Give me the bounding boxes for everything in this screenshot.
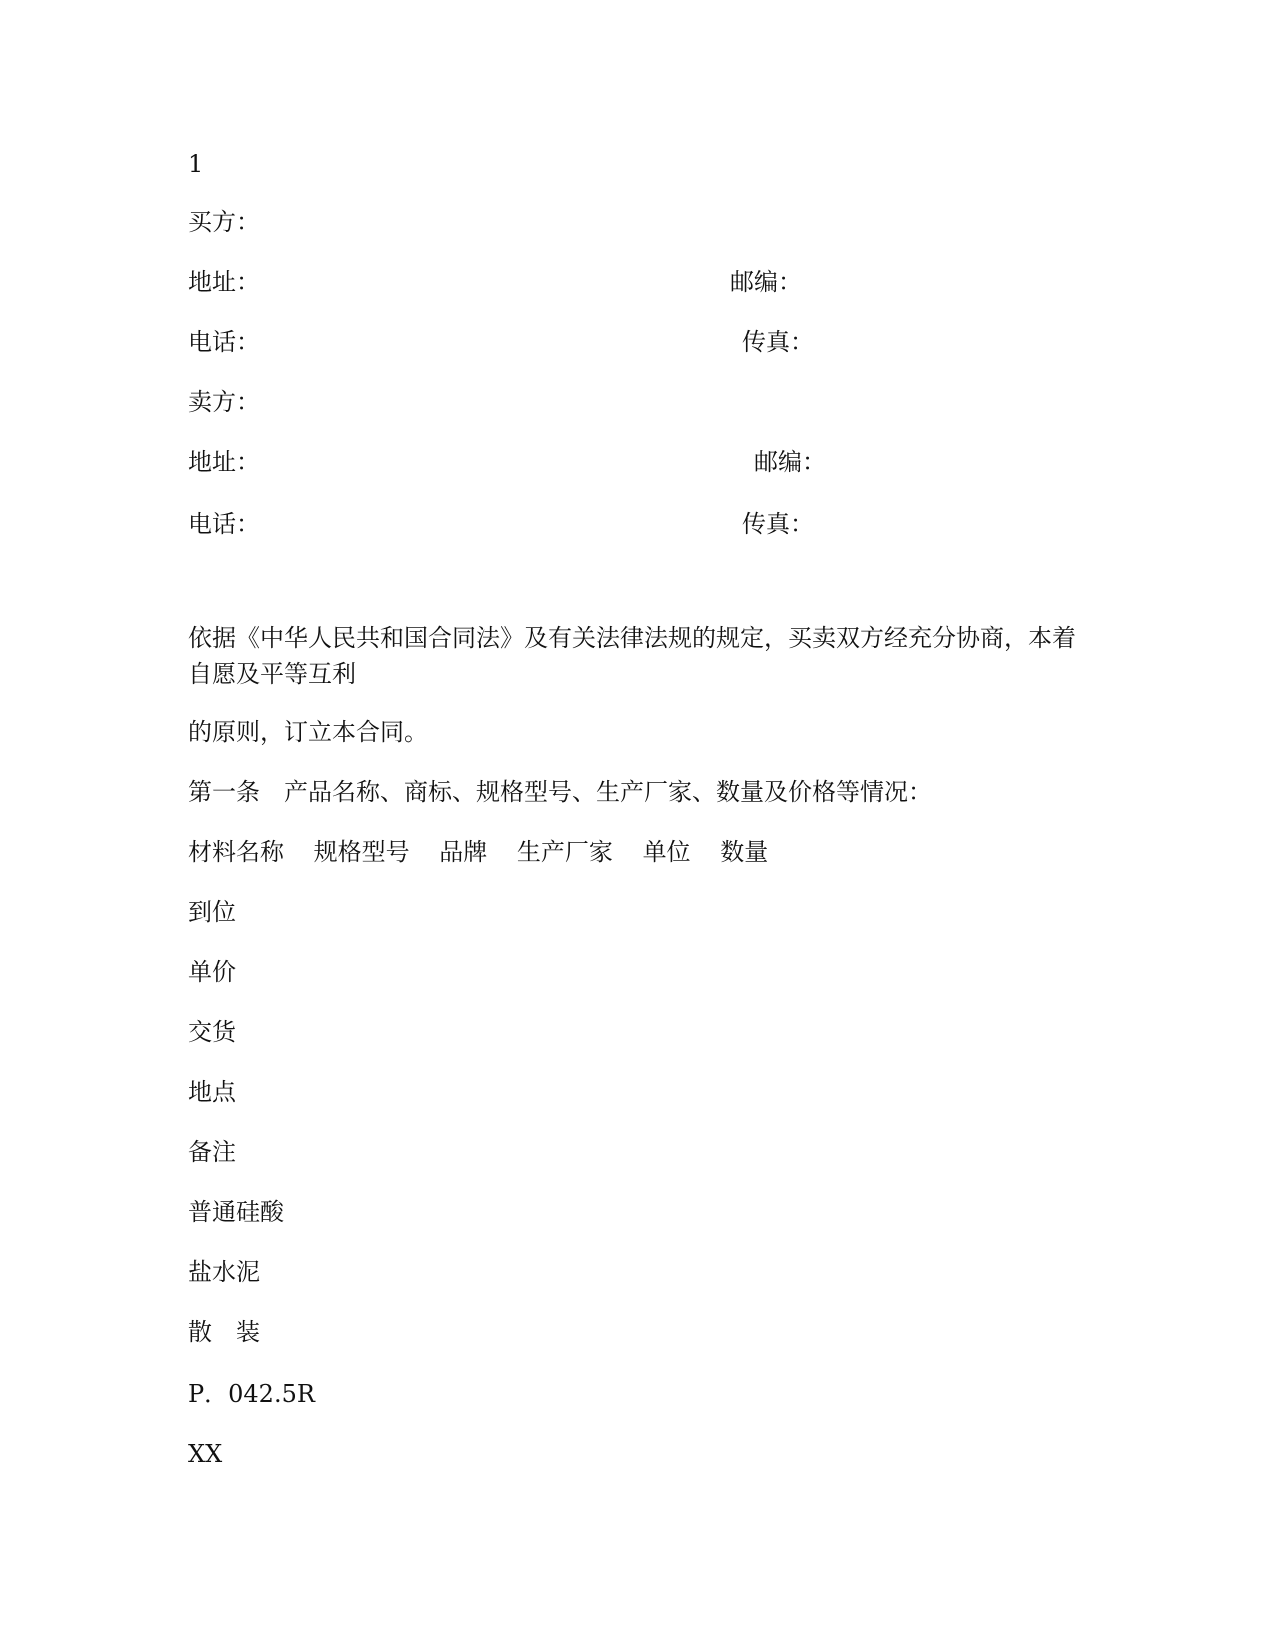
column-quantity: 数量 xyxy=(720,838,769,866)
article1-heading: 第一条 产品名称、商标、规格型号、生产厂家、数量及价格等情况： xyxy=(188,778,932,806)
seller-address-label: 地址： xyxy=(188,448,260,476)
column-brand: 品牌 xyxy=(439,838,488,866)
product-table-header xyxy=(188,838,790,866)
preamble-line1: 依据《中华人民共和国合同法》及有关法律法规的规定，买卖双方经充分协商，本着自愿及平等互利 xyxy=(188,624,1076,688)
seller-label: 卖方： xyxy=(188,388,260,416)
buyer-label: 买方： xyxy=(188,208,260,236)
column-location: 地点 xyxy=(188,1078,236,1106)
column-unit: 单位 xyxy=(642,838,691,866)
column-delivery: 交货 xyxy=(188,1018,236,1046)
column-unit-price: 单价 xyxy=(188,958,236,986)
page-number: 1 xyxy=(188,150,204,178)
row-text: 普通硅酸 xyxy=(188,1198,284,1226)
preamble-line2: 的原则，订立本合同。 xyxy=(188,718,428,746)
column-remarks: 备注 xyxy=(188,1138,236,1166)
row-text: XX xyxy=(188,1440,223,1468)
row-text: P．042.5R xyxy=(188,1380,315,1408)
seller-fax-label: 传真： xyxy=(742,510,814,538)
row-text: 散 装 xyxy=(188,1318,260,1346)
column-manufacturer: 生产厂家 xyxy=(516,838,613,866)
column-material-name: 材料名称 xyxy=(188,838,284,866)
column-delivered: 到位 xyxy=(188,898,236,926)
seller-phone-label: 电话： xyxy=(188,510,260,538)
buyer-address-label: 地址： xyxy=(188,268,260,296)
buyer-postcode-label: 邮编： xyxy=(730,268,802,296)
seller-postcode-label: 邮编： xyxy=(754,448,826,476)
column-spec-model: 规格型号 xyxy=(313,838,410,866)
buyer-fax-label: 传真： xyxy=(742,328,814,356)
buyer-phone-label: 电话： xyxy=(188,328,260,356)
row-text: 盐水泥 xyxy=(188,1258,260,1286)
